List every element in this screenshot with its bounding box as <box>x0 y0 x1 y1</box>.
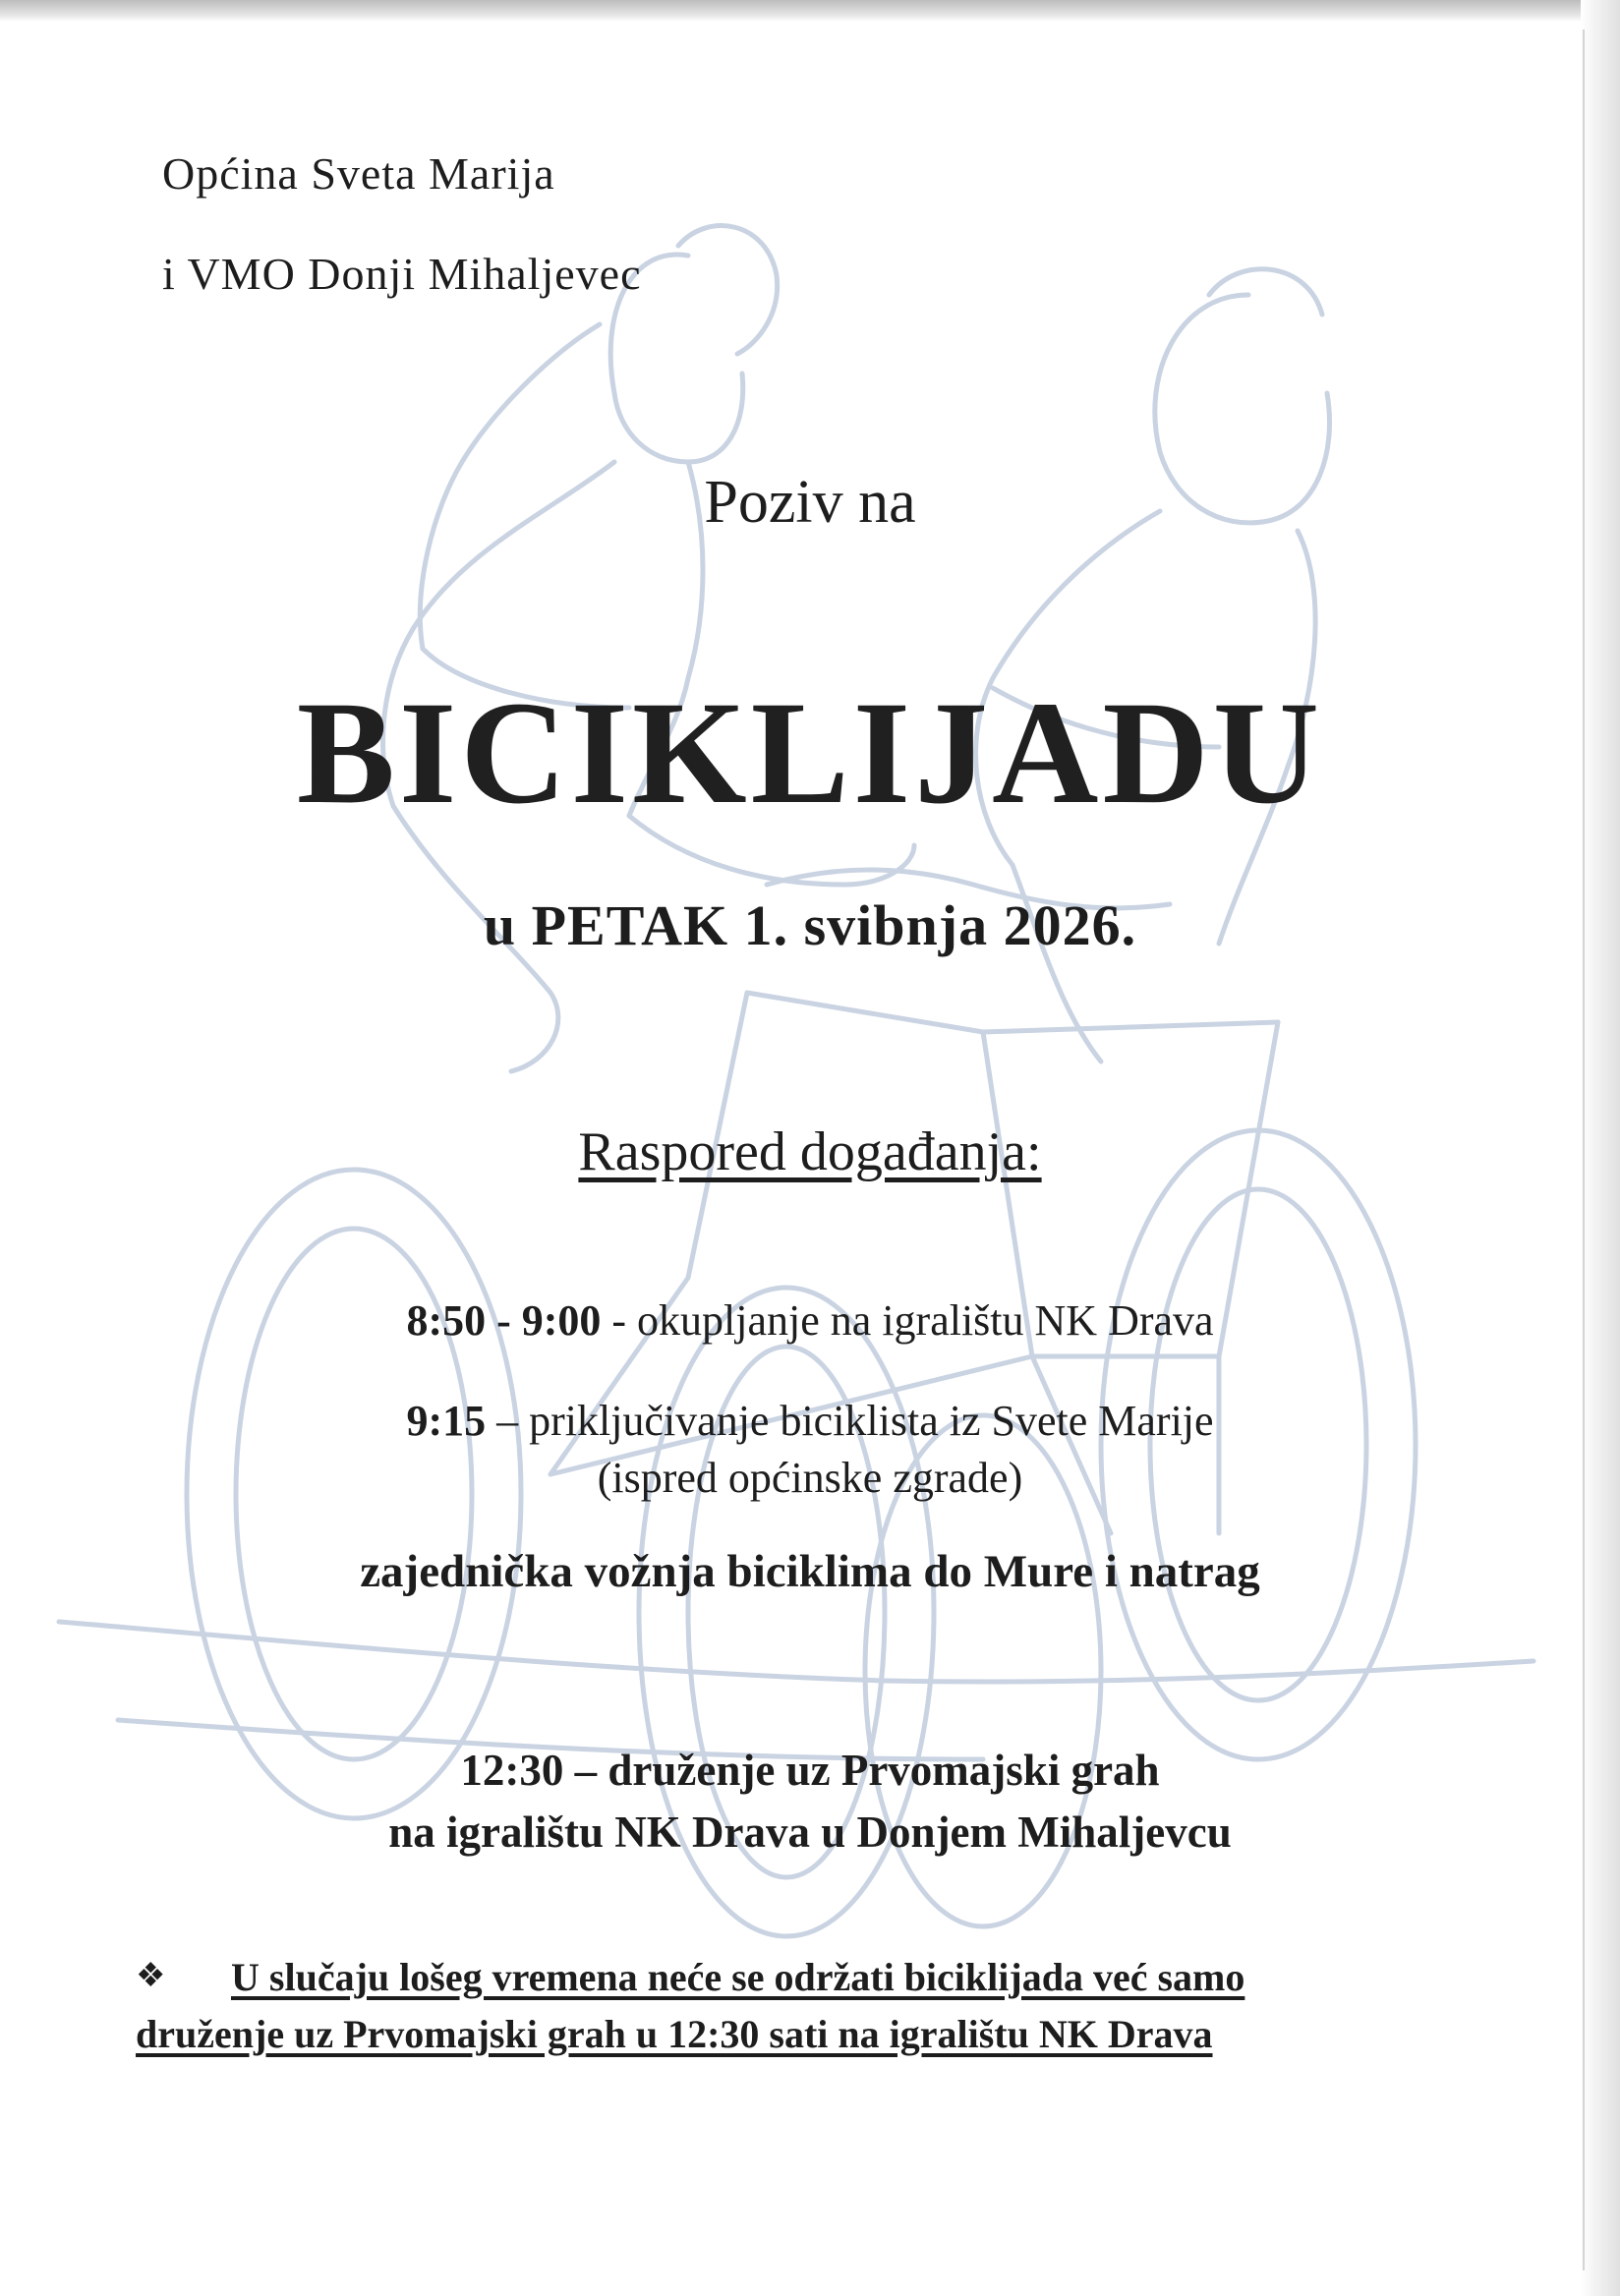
organizer-line-1: Općina Sveta Marija <box>162 148 555 199</box>
diamond-dots-icon: ❖ <box>136 1958 166 1994</box>
schedule-item-joining-location: (ispred općinske zgrade) <box>597 1454 1023 1502</box>
schedule-time-joining: 9:15 <box>406 1397 487 1445</box>
event-title: BICIKLIJADU <box>296 671 1324 834</box>
schedule-heading: Raspored događanja: <box>578 1121 1042 1182</box>
weather-note-line-2: druženje uz Prvomajski grah u 12:30 sati na igralištu NK Drava <box>136 2012 1213 2056</box>
weather-note-line-1: U slučaju lošeg vremena neće se održati biciklijada već samo <box>231 1955 1245 1999</box>
organizer-line-2: i VMO Donji Mihaljevec <box>162 249 642 299</box>
schedule-item-social-line-2: na igralištu NK Drava u Donjem Mihaljevcu <box>388 1808 1232 1857</box>
invitation-intro: Poziv na <box>704 469 916 536</box>
schedule-item-social-line-1: 12:30 – druženje uz Prvomajski grah <box>460 1746 1160 1795</box>
schedule-item-ride: zajednička vožnja biciklima do Mure i natrag <box>360 1546 1260 1597</box>
schedule-text-joining: – priključivanje biciklista iz Svete Marije <box>486 1397 1214 1445</box>
schedule-time-gathering: 8:50 - 9:00 <box>406 1296 602 1345</box>
schedule-item-gathering <box>0 1295 1620 1346</box>
schedule-item-joining <box>0 1396 1620 1446</box>
event-date: u PETAK 1. svibnja 2026. <box>483 893 1137 957</box>
schedule-text-gathering: - okupljanje na igralištu NK Drava <box>601 1296 1214 1345</box>
